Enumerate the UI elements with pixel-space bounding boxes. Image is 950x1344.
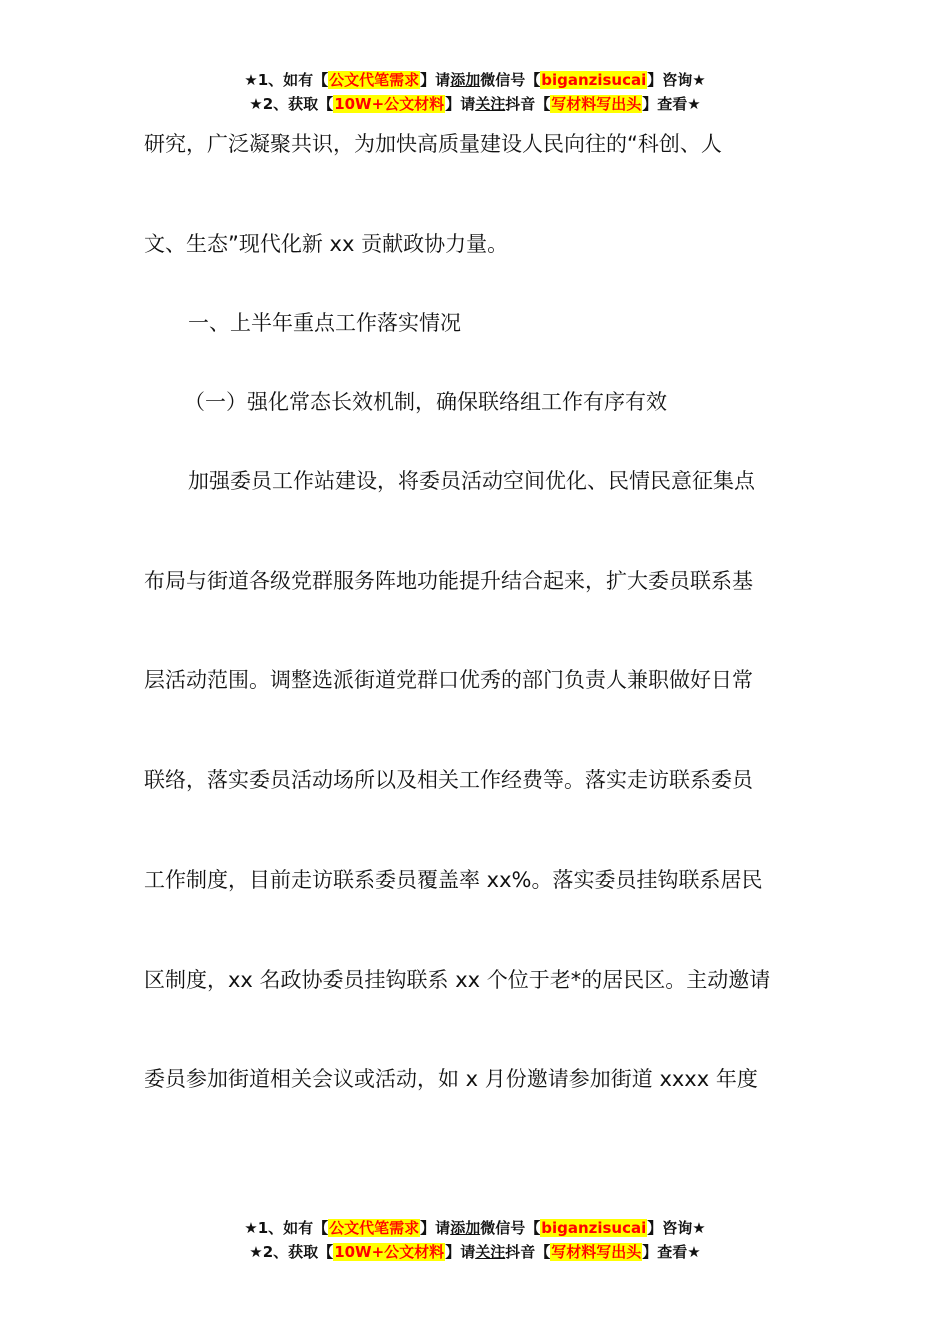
banner-line-2: ★2、获取【10W+公文材料】请关注抖音【写材料写出头】查看★ xyxy=(249,95,701,113)
highlight-materials: 10W+公文材料 xyxy=(334,1243,445,1261)
paragraph-line: 文、生态”现代化新 xx 贡献政协力量。 xyxy=(144,232,509,256)
paragraph-line: 工作制度，目前走访联系委员覆盖率 xx%。落实委员挂钩联系居民 xyxy=(144,868,763,892)
paragraph-line: 研究，广泛凝聚共识，为加快高质量建设人民向往的“科创、人 xyxy=(144,132,722,156)
paragraph-line: 联络，落实委员活动场所以及相关工作经费等。落实走访联系委员 xyxy=(144,768,753,792)
footer-banner xyxy=(0,1216,950,1264)
banner-line-1: ★1、如有【公文代笔需求】请添加微信号【biganzisucai】咨询★ xyxy=(244,71,706,89)
subsection-heading: （一）强化常态长效机制，确保联络组工作有序有效 xyxy=(184,390,667,414)
highlight-service: 公文代笔需求 xyxy=(329,1219,420,1237)
highlight-wechat-id: biganzisucai xyxy=(541,71,647,89)
paragraph-line: 层活动范围。调整选派街道党群口优秀的部门负责人兼职做好日常 xyxy=(144,668,753,692)
paragraph-line: 委员参加街道相关会议或活动，如 x 月份邀请参加街道 xxxx 年度 xyxy=(144,1067,758,1091)
highlight-materials: 10W+公文材料 xyxy=(334,95,445,113)
banner-line-1: ★1、如有【公文代笔需求】请添加微信号【biganzisucai】咨询★ xyxy=(244,1219,706,1237)
section-heading: 一、上半年重点工作落实情况 xyxy=(188,311,461,335)
header-banner xyxy=(0,68,950,116)
highlight-douyin-account: 写材料写出头 xyxy=(551,95,642,113)
highlight-service: 公文代笔需求 xyxy=(329,71,420,89)
paragraph-line: 区制度，xx 名政协委员挂钩联系 xx 个位于老*的居民区。主动邀请 xyxy=(144,968,771,992)
highlight-wechat-id: biganzisucai xyxy=(541,1219,647,1237)
paragraph-line: 布局与街道各级党群服务阵地功能提升结合起来，扩大委员联系基 xyxy=(144,569,753,593)
highlight-douyin-account: 写材料写出头 xyxy=(551,1243,642,1261)
banner-line-2: ★2、获取【10W+公文材料】请关注抖音【写材料写出头】查看★ xyxy=(249,1243,701,1261)
paragraph-line: 加强委员工作站建设，将委员活动空间优化、民情民意征集点 xyxy=(188,469,755,493)
